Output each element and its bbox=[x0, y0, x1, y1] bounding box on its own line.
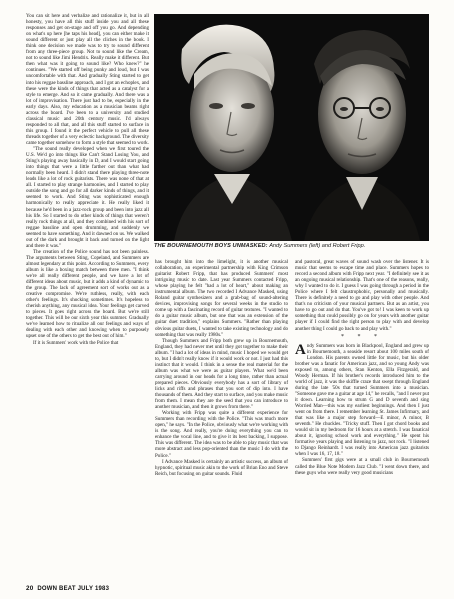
article-column-middle bbox=[155, 259, 288, 585]
article-column-left bbox=[26, 13, 149, 585]
photo-image bbox=[154, 14, 429, 241]
photo-summers-fripp bbox=[154, 14, 429, 241]
paragraph: I Advance Masked is certainly an artistic success, an album of hypnotic, spiritual music akin to the work of Brian Eno and Steve Reich, but focusing on guitar sounds. Fluid bbox=[155, 458, 288, 477]
article-column-right bbox=[295, 259, 429, 585]
person-right bbox=[304, 30, 420, 241]
paragraph: Summers' first gigs were at a small club in Bournemouth called the Blue Note Modern Jazz Club. "I went down there, and these guys who were really very good musicians bbox=[295, 457, 429, 476]
caption-text: Andy Summers (left) and Robert Fripp. bbox=[269, 243, 366, 249]
paragraph: You can sit here and verbalize and rationalize it, but in all honesty, you have all this stuff inside you and all these responses and get on-stage and off you go. And depending on what's up here [he taps his head], you can either make it sound different or just play all the cliches in the book. I think one decision we made was to try to sound different from any three-piece group. Not to sound like the Cream, not to sound like Jimi Hendrix. Really make it different. But then what was it going to sound like? Who knew?" he continues. "We started off being punky and loud, but I was uncomfortable with that. And gradually Sting started to get into his reggae bassline approach, and I got an echoplex, and these were the kinds of things that acted as a catalyst for a style to emerge. And so it came gradually. And there was a lot of improvisation. There just had to be, especially in the early days. Also, my education as a musician beams right across the board. I've been to a university and studied classical music and 20th century music. I'd always responded to all that, and all this stuff started to surface in this group. I found it the perfect vehicle to pull all these threads together of a very eclectic background. The diversity came together somehow to form a style that seemed to work. bbox=[26, 13, 149, 146]
paragraph: The creation of the Police sound has not been painless. The arguments between Sting, Copeland, and Summers are almost legendary at this point. According to Summers, every album is like a boxing match between three men. "I think we're all really different people, and we have a lot of different ideas about music, but it adds a kind of dynamic to the group. The lack of agreement sort of works out as a creative compromise. We're ruthless, really, with each other's feelings. It's shocking sometimes. It's hopeless to cherish anything, any musical idea. Your feelings get carved to pieces. It goes right across the board. But we're still together. This will be our sixth year this summer. Gradually we've learned how to ritualize all our feelings and ways of dealing with each other and knowing when to purposely upset one of the others to get the best out of him." bbox=[26, 248, 149, 340]
page-footer bbox=[26, 585, 109, 592]
paragraph: "The sound really developed when we first toured the U.S. We'd go into things like Can't Stand Losing You, and Sting's playing away basically in D, and I would start going into things that were a little farther out than what had normally been heard. I didn't stand there playing three-note leads like a lot of rock guitarists. There was none of that at all. I started to play strange harmonies, and I started to play outside the song and go for all darker kinds of things, and it seemed to work. And Sting was sophisticated enough harmonically to really appreciate it. He really liked it because he'd been in a jazz-rock group and been into jazz all his life. So I started to do other kinds of things that weren't really rock things at all, and they combined with his sort of reggae bassline and open drumming, and suddenly we seemed to have something. And it dawned on us. We walked out of the dark and brought it back and turned on the light and there it was." bbox=[26, 146, 149, 249]
paragraph: and pastoral, great waves of sound wash over the listener. It is music that seems to escape time and place. Summers hopes to record a second album with Fripp next year. "I definitely see it as an ongoing musical relationship. That's one of the reasons, really, why I wanted to do it. I guess I was going through a period in the Police where I felt claustrophobic, personally and musically. There is definitely a need to go and play with other people. And that's no criticism of your musical partners. But as an artist, you have to go out and do that. You've got to! I was keen to work up something that could possibly go on for years with another guitar player if I could find the right person to play with and develop another thing I could go back to and play with." bbox=[295, 259, 429, 332]
caption-heading: THE BOURNEMOUTH BOYS UNMASKED: bbox=[154, 243, 268, 249]
paragraph: has brought him into the limelight, it is another musical collaboration, an experimental partnership with King Crimson guitarist Robert Fripp, that has produced Summers' most intriguing music to date. Last year Summers contacted Fripp, whose playing he felt "had a lot of heart," about making an instrumental album. The two recorded I Advance Masked, using Roland guitar synthesizers and a grab-bag of sound-altering devices, improvising songs for several weeks in the studio to come up with a fascinating record of guitar textures. "I wanted to do a guitar music album, but one that was an extension of the guitar duet tradition," explains Summers. "Rather than playing obvious guitar duets, I wanted to take existing technology and do something that was really 1980s." bbox=[155, 259, 288, 338]
paragraph: Working with Fripp was quite a different experience for Summers than recording with the Police. "This was much more open," he says. "In the Police, obviously what we're working with is the song. And really, you're doing everything you can to enhance the vocal line, and to give it its best backing, I suppose. This was different. The idea was to be able to play music that was more abstract and less pop-oriented than the music I do with the Police." bbox=[155, 410, 289, 459]
publication-line: DOWN BEAT JULY 1983 bbox=[37, 586, 110, 592]
paragraph: Though Summers and Fripp both grew up in Bournemouth, England, they had never met until they got together to make their album. "I had a lot of ideas in mind, music I hoped we would get to, but I didn't really know if it would work or not. I just had this instinct that it would. I think in a sense the real material for the album was what we were as guitar players. What we'd been carrying around in our heads for a long time, rather than actual prepared pieces. Obviously everybody has a sort of library of licks and riffs and phrases that you sort of dip into. I have thousands of them. And they start to surface, and you make music from them. I mean they are the seed that you can introduce to another musician, and then it grows from there." bbox=[155, 337, 289, 411]
paragraph-text: ndy Summers was born in Blackpool, England and grew up in Bournemouth, a seaside resort about 100 miles south of London. His parents owned little for music, but his older brother was a fanatic for American jazz, and so young Andy was exposed to, among others, Stan Kenton, Ella Fitzgerald, and Woody Herman. If his brother's records introduced him to the world of jazz, it was the skiffle craze that swept through England during the late '50s that turned Summers into a musician. "Someone gave me a guitar at age 14," he recalls, "and I never put it down. Learning how to strum G and D seventh and sing Worried Man—this was my earliest beginnings. And then I just went on from there. I remember learning St. James Infirmary, and that was like a major step forward—E minor, A minor, B seventh." He chuckles. "Tricky stuff. Then I got chord books and would sit in my bedroom for 16 hours at a stretch. I was fanatical about it, ignoring school work and everything." He spent his formative years playing and listening to jazz, not rock. "I listened to Django Reinhardt. I was really into American jazz guitarists when I was 16, 17, 18." bbox=[295, 342, 429, 458]
photo-caption bbox=[154, 243, 429, 250]
dropcap: A bbox=[295, 341, 306, 358]
page-number: 20 bbox=[26, 585, 34, 592]
section-break-stars: * * * bbox=[341, 333, 383, 340]
paragraph: If it is Summers' work with the Police that bbox=[33, 339, 119, 346]
paragraph-with-dropcap bbox=[295, 343, 429, 458]
